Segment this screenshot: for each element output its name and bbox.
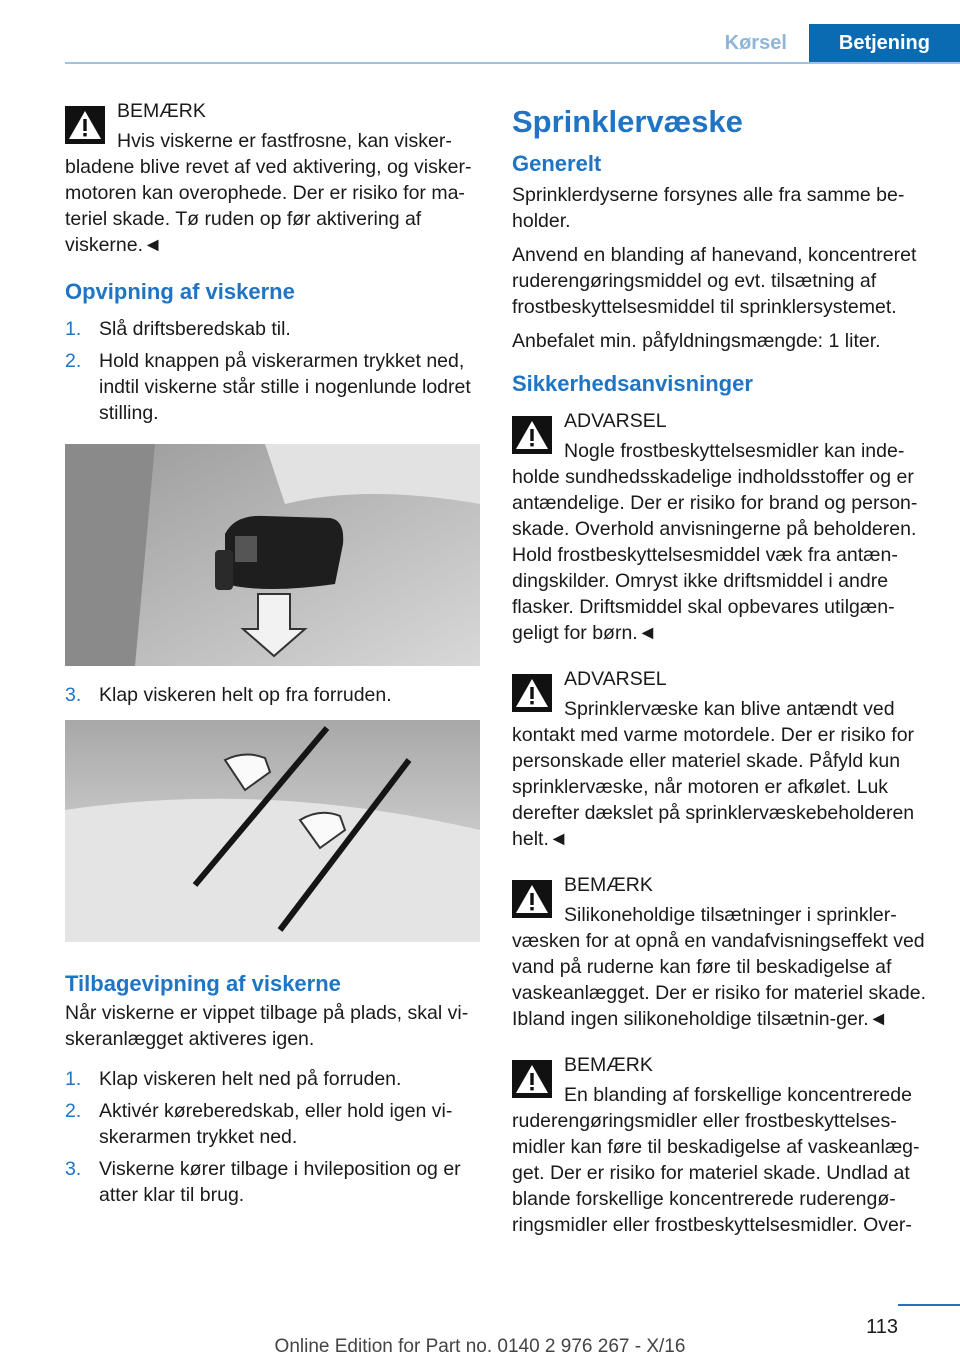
note-block: [65, 98, 483, 258]
raise-wipers-heading: Opvipning af viskerne: [65, 279, 295, 304]
note-body: Silikoneholdige tilsætninger i sprinkler-væsken for at opnå en vandafvisningseffekt ved vand på ruderne kan føre til beskadigelse af vaskeanlægget. Der er risiko for materiel skade. Ibland ingen silikoneholdige tilsætnin-ger.◄: [512, 904, 927, 1030]
general-paragraph: Anbefalet min. påfyldningsmængde: 1 liter.: [512, 330, 881, 352]
warning-triangle-icon: [65, 106, 105, 144]
page-number: 113: [866, 1316, 898, 1338]
step-number: 2.: [65, 350, 82, 372]
general-heading: Generelt: [512, 151, 602, 176]
step-text: Slå driftsberedskab til.: [99, 318, 291, 340]
warning-block: [512, 666, 930, 852]
raise-step3-list: [65, 682, 483, 708]
warning-block: [512, 408, 930, 646]
raise-steps-list: [65, 316, 483, 426]
step-text: Hold knappen på viskerarmen trykket ned, indtil viskerne står stille i nogenlunde lodret stilling.: [99, 350, 471, 424]
note-block: [512, 872, 930, 1032]
wiper-fold-illustration: [65, 720, 480, 942]
note-body: Sprinklervæske kan blive antændt ved kontakt med varme motordele. Der er risiko for personskade eller materiel skade. Påfyld kun sprinklervæske, når motoren er afkølet. Luk derefter dækslet på sprinklervæskebeholderen helt.◄: [512, 698, 915, 850]
warning-triangle-icon: [512, 1060, 552, 1098]
note-title: BEMÆRK: [564, 1054, 653, 1076]
step-number: 1.: [65, 1068, 82, 1090]
step-text: Viskerne kører tilbage i hvileposition og er atter klar til brug.: [99, 1158, 461, 1206]
warning-triangle-icon: [512, 416, 552, 454]
edition-footer: Online Edition for Part no. 0140 2 976 267 - X/16: [274, 1336, 686, 1357]
step-text: Aktivér køreberedskab, eller hold igen vi-skerarmen trykket ned.: [99, 1100, 453, 1148]
header-tabs: [703, 24, 960, 62]
note-body: Hvis viskerne er fastfrosne, kan visker-bladene blive revet af ved aktivering, og visker-motoren kan overophede. Der er risiko for ma-teriel skade. Tø ruden op før aktivering af viskerne.◄: [65, 130, 472, 256]
lower-intro: Når viskerne er vippet tilbage på plads, skal vi-skeranlægget aktiveres igen.: [65, 1002, 469, 1050]
step-number: 1.: [65, 318, 82, 340]
wiper-button-illustration: [65, 444, 480, 666]
lower-wipers-heading: Tilbagevipning af viskerne: [65, 971, 341, 996]
tab-korsel[interactable]: Kørsel: [703, 24, 809, 62]
step-number: 3.: [65, 1158, 82, 1180]
header-divider: [65, 62, 960, 64]
step-number: 2.: [65, 1100, 82, 1122]
list-item: [65, 682, 483, 708]
step-text: Klap viskeren helt op fra forruden.: [99, 684, 392, 706]
list-item: [65, 1156, 483, 1208]
footer-divider: [898, 1304, 960, 1306]
step-number: 3.: [65, 684, 82, 706]
note-title: ADVARSEL: [564, 668, 667, 690]
safety-heading: Sikkerhedsanvisninger: [512, 371, 753, 396]
note-body: En blanding af forskellige koncentrerede ruderengøringsmidler eller frostbeskyttelses-midler kan føre til beskadigelse af vaskeanlæg-get. Der er risiko for materiel skade. Undlad at blande forskellige koncentrerede ruderengø-ringsmidler eller frostbeskyttelsesmidler. Over-: [512, 1084, 920, 1236]
lower-steps-list: [65, 1066, 483, 1208]
note-body: Nogle frostbeskyttelsesmidler kan inde-holde sundhedsskadelige indholdsstoffer og er antændelige. Der er risiko for brand og person-skade. Overhold anvisningerne på beholderen. Hold frostbeskyttelsesmiddel væk fra antæn-dingskilder. Omryst ikke driftsmiddel i andre flasker. Driftsmiddel skal opbevares utilgæn-geligt for børn.◄: [512, 440, 918, 644]
warning-triangle-icon: [512, 880, 552, 918]
note-title: BEMÆRK: [117, 100, 206, 122]
list-item: [65, 348, 483, 426]
list-item: [65, 316, 483, 342]
note-block: [512, 1052, 930, 1238]
list-item: [65, 1098, 483, 1150]
tab-betjening[interactable]: Betjening: [809, 24, 960, 62]
warning-triangle-icon: [512, 674, 552, 712]
step-text: Klap viskeren helt ned på forruden.: [99, 1068, 402, 1090]
general-paragraph: Sprinklerdyserne forsynes alle fra samme be-holder.: [512, 184, 905, 232]
section-title: Sprinklervæske: [512, 104, 743, 139]
note-title: ADVARSEL: [564, 410, 667, 432]
list-item: [65, 1066, 483, 1092]
note-title: BEMÆRK: [564, 874, 653, 896]
left-column: [65, 98, 483, 1216]
general-paragraph: Anvend en blanding af hanevand, koncentreret ruderengøringsmiddel og evt. tilsætning af frostbeskyttelsesmiddel til sprinklersystemet.: [512, 244, 917, 318]
right-column: [512, 98, 930, 1258]
